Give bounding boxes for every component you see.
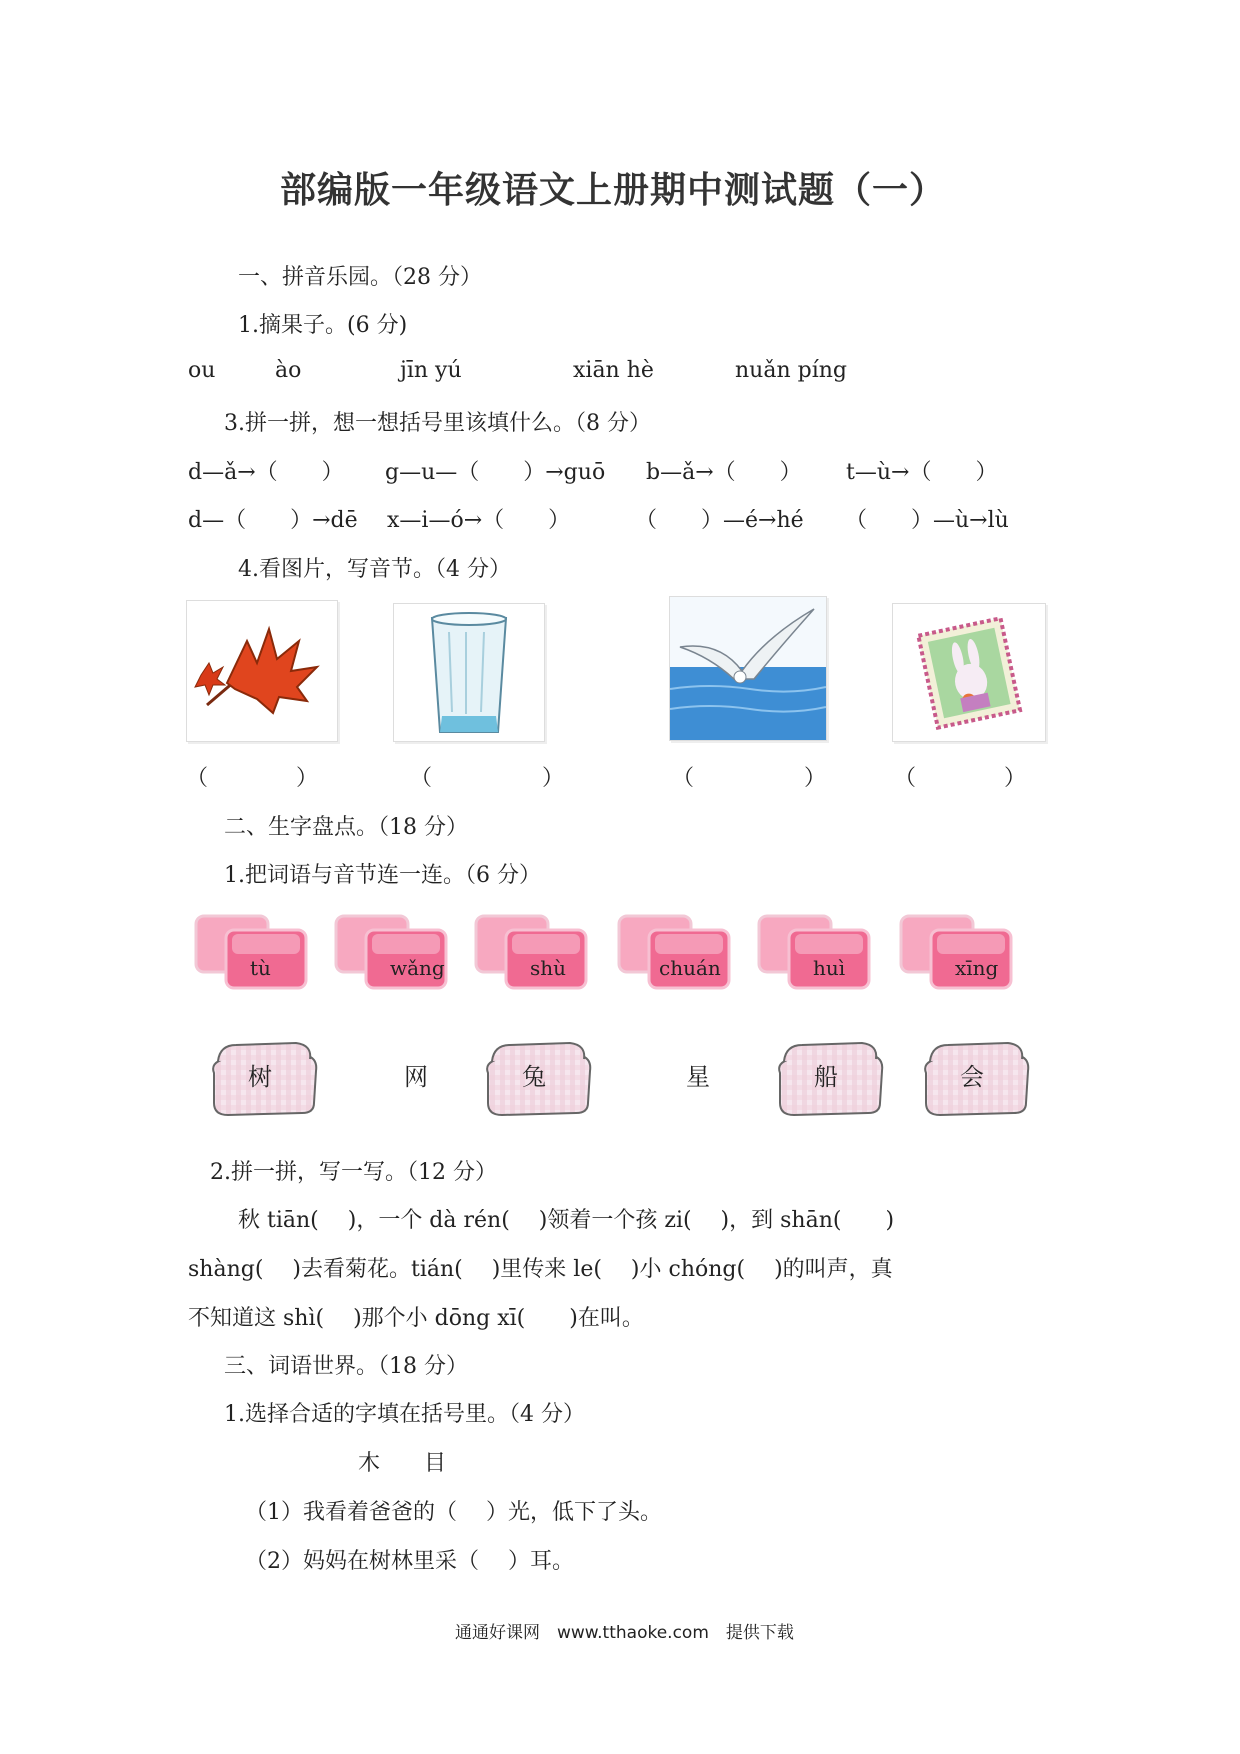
q3-row1-a: d—ǎ→（ ） bbox=[188, 460, 344, 485]
glass-cup-image bbox=[393, 603, 545, 742]
glass-cup-icon bbox=[394, 604, 544, 741]
q1-pinyin-3: jīn yú bbox=[400, 358, 462, 383]
rabbit-stamp-icon bbox=[893, 604, 1045, 741]
syllable-card[interactable] bbox=[615, 912, 735, 994]
character-card[interactable] bbox=[206, 1035, 322, 1119]
syllable-label: shù bbox=[530, 956, 567, 980]
syllable-label: tù bbox=[250, 956, 271, 980]
footer: 通通好课网 www.tthaoke.com 提供下载 bbox=[455, 1623, 794, 1643]
pink-card-icon bbox=[192, 912, 312, 994]
pink-card-icon bbox=[615, 912, 735, 994]
q1-pinyin-4: xiān hè bbox=[573, 358, 654, 383]
seagull-icon bbox=[670, 597, 826, 740]
character-label: 星 bbox=[686, 1063, 710, 1091]
page-title: 部编版一年级语文上册期中测试题（一） bbox=[280, 170, 947, 211]
sec2-q1-label: 1.把词语与音节连一连。（6 分） bbox=[224, 863, 541, 888]
q4-blank-1[interactable]: （ ） bbox=[186, 766, 319, 791]
syllable-card[interactable] bbox=[472, 912, 592, 994]
section2-heading: 二、生字盘点。（18 分） bbox=[224, 815, 468, 840]
character-card[interactable] bbox=[644, 1035, 760, 1119]
q1-pinyin-5: nuǎn píng bbox=[735, 358, 847, 383]
q1-label: 1.摘果子。(6 分) bbox=[238, 313, 408, 338]
syllable-card[interactable] bbox=[755, 912, 875, 994]
q3-row1-c: b—ǎ→（ ） bbox=[646, 460, 802, 485]
character-label: 会 bbox=[960, 1063, 984, 1091]
q3-row2-d: （ ）—ù→lù bbox=[845, 508, 1009, 533]
syllable-label: wǎng bbox=[390, 956, 445, 980]
q2-line-3: 不知道这 shì( )那个小 dōng xī( )在叫。 bbox=[188, 1306, 644, 1331]
syllable-card[interactable] bbox=[192, 912, 312, 994]
q3-row2-c: （ ）—é→hé bbox=[635, 508, 804, 533]
seagull-image bbox=[669, 596, 827, 741]
character-card[interactable] bbox=[772, 1035, 888, 1119]
character-card[interactable] bbox=[362, 1035, 478, 1119]
sec3-options: 木 目 bbox=[358, 1451, 447, 1476]
q3-row1-b: g—u—（ ）→guō bbox=[385, 460, 606, 485]
q2-line-1: 秋 tiān( )，一个 dà rén( )领着一个孩 zi( )，到 shān( ) bbox=[238, 1208, 895, 1233]
maple-leaf-image bbox=[186, 600, 338, 742]
syllable-card[interactable] bbox=[332, 912, 452, 994]
pink-card-icon bbox=[897, 912, 1017, 994]
section1-heading: 一、拼音乐园。（28 分） bbox=[238, 265, 482, 290]
syllable-label: huì bbox=[813, 956, 846, 980]
character-card[interactable] bbox=[480, 1035, 596, 1119]
sec3-item-1: （1）我看着爸爸的（ ）光，低下了头。 bbox=[245, 1500, 662, 1525]
character-label: 船 bbox=[814, 1063, 838, 1091]
section3-heading: 三、词语世界。（18 分） bbox=[224, 1354, 468, 1379]
character-label: 网 bbox=[404, 1063, 428, 1091]
sec2-q2-label: 2.拼一拼，写一写。（12 分） bbox=[210, 1160, 497, 1185]
q4-blank-2[interactable]: （ ） bbox=[410, 766, 565, 791]
sec3-item-2: （2）妈妈在树林里采（ ）耳。 bbox=[245, 1549, 574, 1574]
syllable-card[interactable] bbox=[897, 912, 1017, 994]
q1-pinyin-1: ou bbox=[188, 358, 216, 383]
pink-card-icon bbox=[755, 912, 875, 994]
maple-leaf-icon bbox=[187, 601, 337, 741]
rabbit-stamp-image bbox=[892, 603, 1046, 742]
syllable-label: chuán bbox=[659, 956, 721, 980]
q1-pinyin-2: ào bbox=[275, 358, 302, 383]
q3-row1-d: t—ù→（ ） bbox=[846, 460, 998, 485]
q2-line-2: shàng( )去看菊花。tián( )里传来 le( )小 chóng( )的叫声，真 bbox=[188, 1257, 893, 1282]
q3-row2-a: d—（ ）→dē bbox=[188, 508, 358, 533]
sec3-q1-label: 1.选择合适的字填在括号里。（4 分） bbox=[224, 1402, 585, 1427]
character-label: 兔 bbox=[522, 1063, 546, 1091]
q3-label: 3.拼一拼，想一想括号里该填什么。（8 分） bbox=[224, 411, 651, 436]
character-label: 树 bbox=[248, 1063, 272, 1091]
q4-blank-4[interactable]: （ ） bbox=[894, 766, 1027, 791]
pink-card-icon bbox=[332, 912, 452, 994]
character-card[interactable] bbox=[918, 1035, 1034, 1119]
q4-label: 4.看图片，写音节。（4 分） bbox=[238, 557, 511, 582]
q4-blank-3[interactable]: （ ） bbox=[672, 766, 827, 791]
q3-row2-b: x—i—ó→（ ） bbox=[387, 508, 571, 533]
pink-card-icon bbox=[472, 912, 592, 994]
syllable-label: xīng bbox=[955, 956, 999, 980]
